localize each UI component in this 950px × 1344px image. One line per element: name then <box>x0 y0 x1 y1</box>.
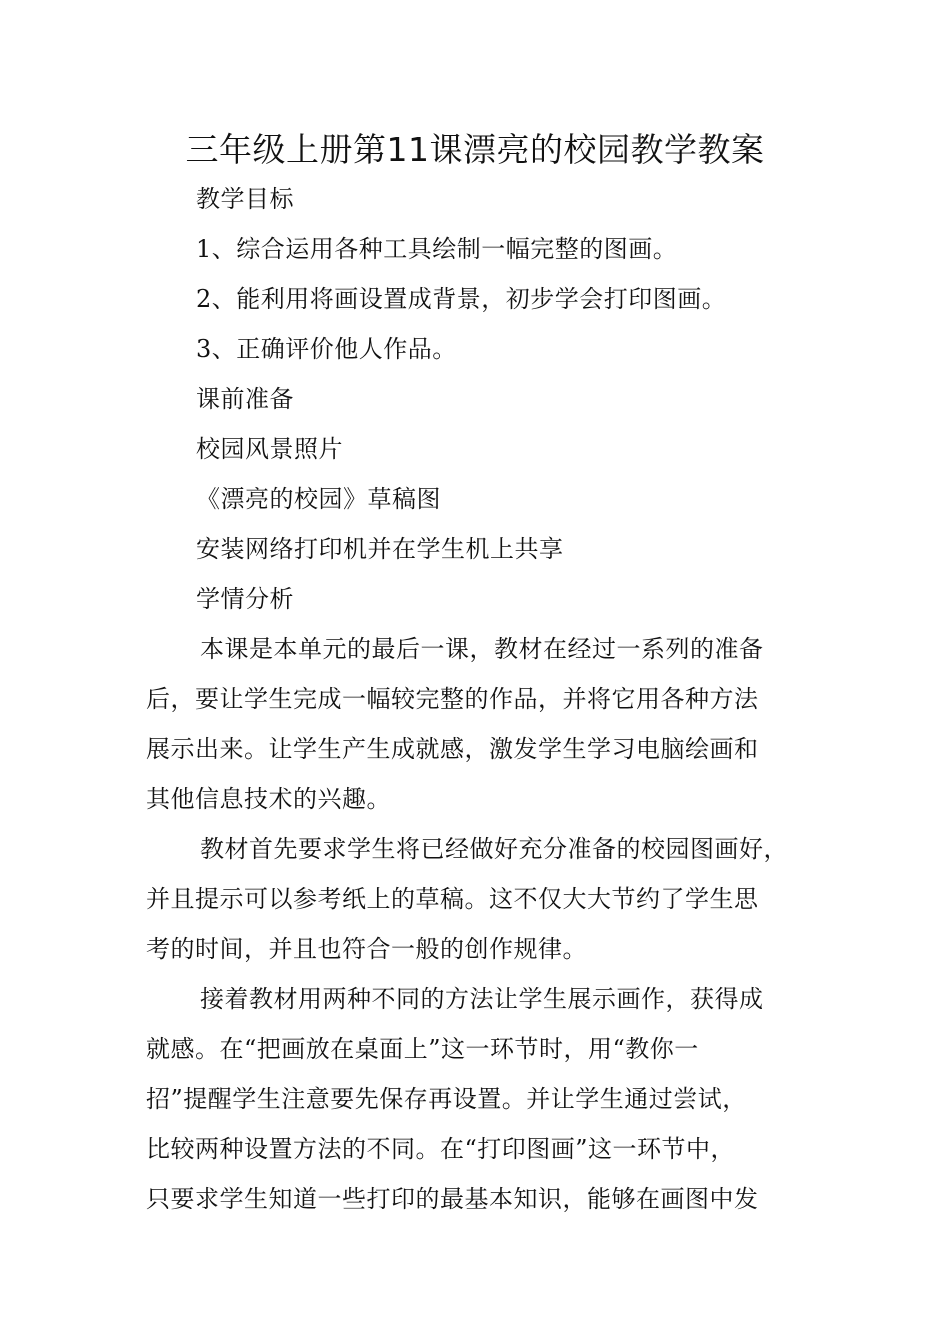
paragraph-line: 接着教材用两种不同的方法让学生展示画作，获得成 <box>200 985 764 1013</box>
paragraph-line: 比较两种设置方法的不同。在“打印图画”这一环节中， <box>146 1135 736 1163</box>
paragraph-line: 后，要让学生完成一幅较完整的作品，并将它用各种方法 <box>146 685 759 713</box>
paragraph-line: 教材首先要求学生将已经做好充分准备的校园图画好， <box>200 835 788 863</box>
paragraph-line: 并且提示可以参考纸上的草稿。这不仅大大节约了学生思 <box>146 885 759 913</box>
heading-preparation: 课前准备 <box>196 385 294 413</box>
paragraph-line: 只要求学生知道一些打印的最基本知识，能够在画图中发 <box>146 1185 759 1213</box>
objective-item-3: 3、正确评价他人作品。 <box>196 335 457 363</box>
objective-item-2: 2、能利用将画设置成背景，初步学会打印图画。 <box>196 285 727 313</box>
paragraph-line: 本课是本单元的最后一课，教材在经过一系列的准备 <box>200 635 764 663</box>
objective-item-1: 1、综合运用各种工具绘制一幅完整的图画。 <box>196 235 678 263</box>
paragraph-line: 招”提醒学生注意要先保存再设置。并让学生通过尝试， <box>146 1085 747 1113</box>
paragraph-line: 展示出来。让学生产生成就感，激发学生学习电脑绘画和 <box>146 735 759 763</box>
preparation-item-3: 安装网络打印机并在学生机上共享 <box>196 535 564 563</box>
paragraph-line: 就感。在“把画放在桌面上”这一环节时，用“教你一 <box>146 1035 699 1063</box>
paragraph-line: 其他信息技术的兴趣。 <box>146 785 391 813</box>
heading-teaching-objectives: 教学目标 <box>196 185 294 213</box>
paragraph-line: 考的时间，并且也符合一般的创作规律。 <box>146 935 587 963</box>
document-title: 三年级上册第11课漂亮的校园教学教案 <box>185 130 765 169</box>
heading-analysis: 学情分析 <box>196 585 294 613</box>
preparation-item-1: 校园风景照片 <box>196 435 343 463</box>
preparation-item-2: 《漂亮的校园》草稿图 <box>196 485 441 513</box>
